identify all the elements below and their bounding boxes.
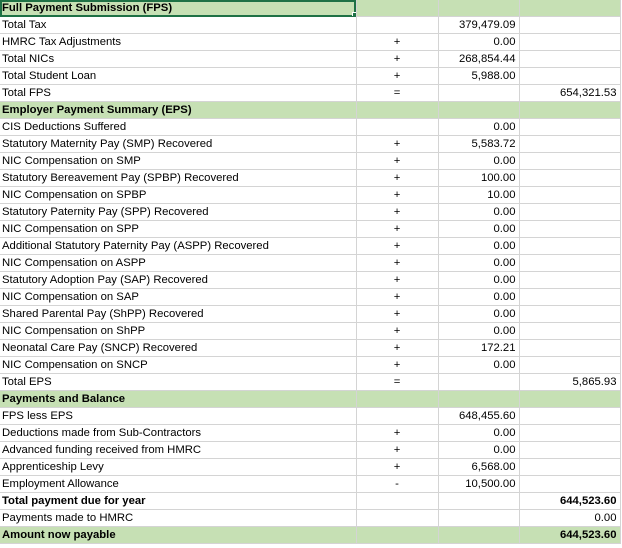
- row-label-cell[interactable]: NIC Compensation on SNCP: [0, 357, 356, 374]
- operator-cell[interactable]: +: [356, 289, 438, 306]
- row-label-cell[interactable]: Additional Statutory Paternity Pay (ASPP) Recovered: [0, 238, 356, 255]
- value-cell[interactable]: 5,988.00: [438, 68, 519, 85]
- value-cell[interactable]: 10,500.00: [438, 476, 519, 493]
- total-cell[interactable]: [519, 170, 620, 187]
- row-label-cell[interactable]: Statutory Adoption Pay (SAP) Recovered: [0, 272, 356, 289]
- total-cell[interactable]: [519, 34, 620, 51]
- operator-cell[interactable]: +: [356, 255, 438, 272]
- total-cell[interactable]: [519, 357, 620, 374]
- total-cell[interactable]: [519, 289, 620, 306]
- fill-handle[interactable]: [352, 12, 357, 17]
- total-cell[interactable]: [519, 187, 620, 204]
- operator-cell[interactable]: [356, 17, 438, 34]
- table-row: [0, 425, 620, 442]
- value-cell[interactable]: 100.00: [438, 170, 519, 187]
- value-cell[interactable]: 0.00: [438, 204, 519, 221]
- table-row: [0, 510, 620, 527]
- row-label-cell[interactable]: NIC Compensation on SAP: [0, 289, 356, 306]
- operator-cell[interactable]: +: [356, 34, 438, 51]
- table-row: [0, 459, 620, 476]
- row-label-cell[interactable]: Total EPS: [0, 374, 356, 391]
- table-row: [0, 289, 620, 306]
- operator-cell[interactable]: [356, 493, 438, 510]
- value-cell[interactable]: 0.00: [438, 119, 519, 136]
- total-cell[interactable]: [519, 476, 620, 493]
- total-cell[interactable]: [519, 238, 620, 255]
- section-header-cell[interactable]: Payments and Balance: [0, 391, 356, 408]
- section-header-empty-cell[interactable]: [356, 391, 438, 408]
- table-row: [0, 85, 620, 102]
- operator-cell[interactable]: +: [356, 187, 438, 204]
- row-label-cell[interactable]: Total Student Loan: [0, 68, 356, 85]
- table-row: [0, 374, 620, 391]
- operator-cell[interactable]: +: [356, 221, 438, 238]
- value-cell[interactable]: 0.00: [438, 357, 519, 374]
- value-cell[interactable]: 10.00: [438, 187, 519, 204]
- total-cell[interactable]: [519, 68, 620, 85]
- value-cell[interactable]: 0.00: [438, 255, 519, 272]
- total-cell[interactable]: [519, 119, 620, 136]
- section-header-row: [0, 102, 620, 119]
- section-header-empty-cell[interactable]: [519, 102, 620, 119]
- operator-cell[interactable]: +: [356, 340, 438, 357]
- table-row: [0, 119, 620, 136]
- operator-cell[interactable]: [356, 510, 438, 527]
- section-header-empty-cell[interactable]: [438, 0, 519, 17]
- section-header-empty-cell[interactable]: [438, 102, 519, 119]
- table-row: [0, 357, 620, 374]
- operator-cell[interactable]: +: [356, 136, 438, 153]
- value-cell[interactable]: 5,583.72: [438, 136, 519, 153]
- row-label-cell[interactable]: Statutory Paternity Pay (SPP) Recovered: [0, 204, 356, 221]
- row-label-cell[interactable]: NIC Compensation on SPP: [0, 221, 356, 238]
- row-label-cell[interactable]: Shared Parental Pay (ShPP) Recovered: [0, 306, 356, 323]
- value-cell[interactable]: 0.00: [438, 221, 519, 238]
- table-row: [0, 153, 620, 170]
- table-row: [0, 136, 620, 153]
- value-cell[interactable]: 0.00: [438, 272, 519, 289]
- row-label-cell[interactable]: Neonatal Care Pay (SNCP) Recovered: [0, 340, 356, 357]
- total-cell[interactable]: [519, 17, 620, 34]
- table-row: [0, 204, 620, 221]
- value-cell[interactable]: [438, 374, 519, 391]
- operator-cell[interactable]: +: [356, 170, 438, 187]
- operator-cell[interactable]: +: [356, 153, 438, 170]
- operator-cell[interactable]: +: [356, 51, 438, 68]
- value-cell[interactable]: 379,479.09: [438, 17, 519, 34]
- value-cell[interactable]: 0.00: [438, 425, 519, 442]
- value-cell[interactable]: [438, 510, 519, 527]
- total-cell[interactable]: [519, 136, 620, 153]
- table-row: [0, 323, 620, 340]
- value-cell[interactable]: 0.00: [438, 306, 519, 323]
- row-label-cell[interactable]: Total Tax: [0, 17, 356, 34]
- value-cell[interactable]: 0.00: [438, 153, 519, 170]
- value-cell[interactable]: 648,455.60: [438, 408, 519, 425]
- value-cell[interactable]: 0.00: [438, 238, 519, 255]
- total-cell[interactable]: [519, 204, 620, 221]
- row-label-cell[interactable]: Statutory Maternity Pay (SMP) Recovered: [0, 136, 356, 153]
- section-header-empty-cell[interactable]: [438, 391, 519, 408]
- total-cell[interactable]: 5,865.93: [519, 374, 620, 391]
- total-cell[interactable]: [519, 340, 620, 357]
- total-cell[interactable]: 644,523.60: [519, 493, 620, 510]
- section-header-row: [0, 0, 620, 17]
- table-row: [0, 17, 620, 34]
- section-header-empty-cell[interactable]: [519, 391, 620, 408]
- table-row: [0, 527, 620, 544]
- value-cell[interactable]: [438, 527, 519, 544]
- operator-cell[interactable]: +: [356, 425, 438, 442]
- table-row: [0, 476, 620, 493]
- total-cell[interactable]: [519, 442, 620, 459]
- section-header-empty-cell[interactable]: [356, 0, 438, 17]
- total-cell[interactable]: [519, 425, 620, 442]
- table-row: [0, 221, 620, 238]
- table-row: [0, 238, 620, 255]
- operator-cell[interactable]: [356, 527, 438, 544]
- row-label-cell[interactable]: Total payment due for year: [0, 493, 356, 510]
- table-row: [0, 272, 620, 289]
- value-cell[interactable]: 0.00: [438, 442, 519, 459]
- row-label-cell[interactable]: Statutory Bereavement Pay (SPBP) Recovered: [0, 170, 356, 187]
- operator-cell[interactable]: +: [356, 238, 438, 255]
- total-cell[interactable]: [519, 306, 620, 323]
- table-row: [0, 442, 620, 459]
- operator-cell[interactable]: +: [356, 459, 438, 476]
- row-label-cell[interactable]: Apprenticeship Levy: [0, 459, 356, 476]
- table-row: [0, 306, 620, 323]
- total-cell[interactable]: [519, 408, 620, 425]
- value-cell[interactable]: 0.00: [438, 289, 519, 306]
- table-row: [0, 34, 620, 51]
- operator-cell[interactable]: +: [356, 204, 438, 221]
- table-row: [0, 255, 620, 272]
- value-cell[interactable]: [438, 493, 519, 510]
- row-label-cell[interactable]: Employment Allowance: [0, 476, 356, 493]
- operator-cell[interactable]: +: [356, 68, 438, 85]
- section-header-row: [0, 391, 620, 408]
- operator-cell[interactable]: =: [356, 374, 438, 391]
- section-header-empty-cell[interactable]: [356, 102, 438, 119]
- row-label-cell[interactable]: CIS Deductions Suffered: [0, 119, 356, 136]
- total-cell[interactable]: 644,523.60: [519, 527, 620, 544]
- section-header-empty-cell[interactable]: [519, 0, 620, 17]
- row-label-cell[interactable]: NIC Compensation on ASPP: [0, 255, 356, 272]
- value-cell[interactable]: 6,568.00: [438, 459, 519, 476]
- value-cell[interactable]: 0.00: [438, 34, 519, 51]
- section-header-cell[interactable]: Full Payment Submission (FPS): [0, 0, 356, 17]
- section-header-cell[interactable]: Employer Payment Summary (EPS): [0, 102, 356, 119]
- table-row: [0, 170, 620, 187]
- operator-cell[interactable]: +: [356, 306, 438, 323]
- row-label-cell[interactable]: Total NICs: [0, 51, 356, 68]
- table-row: [0, 68, 620, 85]
- table-row: [0, 187, 620, 204]
- table-row: [0, 493, 620, 510]
- total-cell[interactable]: 654,321.53: [519, 85, 620, 102]
- row-label-cell[interactable]: NIC Compensation on SPBP: [0, 187, 356, 204]
- row-label-cell[interactable]: Amount now payable: [0, 527, 356, 544]
- total-cell[interactable]: [519, 255, 620, 272]
- table-row: [0, 51, 620, 68]
- row-label-cell[interactable]: NIC Compensation on ShPP: [0, 323, 356, 340]
- operator-cell[interactable]: +: [356, 357, 438, 374]
- row-label-cell[interactable]: FPS less EPS: [0, 408, 356, 425]
- operator-cell[interactable]: [356, 119, 438, 136]
- row-label-cell[interactable]: NIC Compensation on SMP: [0, 153, 356, 170]
- total-cell[interactable]: [519, 51, 620, 68]
- table-row: [0, 408, 620, 425]
- value-cell[interactable]: 268,854.44: [438, 51, 519, 68]
- total-cell[interactable]: [519, 459, 620, 476]
- total-cell[interactable]: [519, 272, 620, 289]
- operator-cell[interactable]: +: [356, 442, 438, 459]
- row-label-cell[interactable]: Deductions made from Sub-Contractors: [0, 425, 356, 442]
- operator-cell[interactable]: -: [356, 476, 438, 493]
- total-cell[interactable]: [519, 153, 620, 170]
- row-label-cell[interactable]: HMRC Tax Adjustments: [0, 34, 356, 51]
- operator-cell[interactable]: [356, 408, 438, 425]
- operator-cell[interactable]: +: [356, 272, 438, 289]
- row-label-cell[interactable]: Payments made to HMRC: [0, 510, 356, 527]
- operator-cell[interactable]: +: [356, 323, 438, 340]
- table-row: [0, 340, 620, 357]
- operator-cell[interactable]: =: [356, 85, 438, 102]
- row-label-cell[interactable]: Total FPS: [0, 85, 356, 102]
- value-cell[interactable]: 0.00: [438, 323, 519, 340]
- total-cell[interactable]: [519, 323, 620, 340]
- value-cell[interactable]: [438, 85, 519, 102]
- total-cell[interactable]: [519, 221, 620, 238]
- total-cell[interactable]: 0.00: [519, 510, 620, 527]
- value-cell[interactable]: 172.21: [438, 340, 519, 357]
- row-label-cell[interactable]: Advanced funding received from HMRC: [0, 442, 356, 459]
